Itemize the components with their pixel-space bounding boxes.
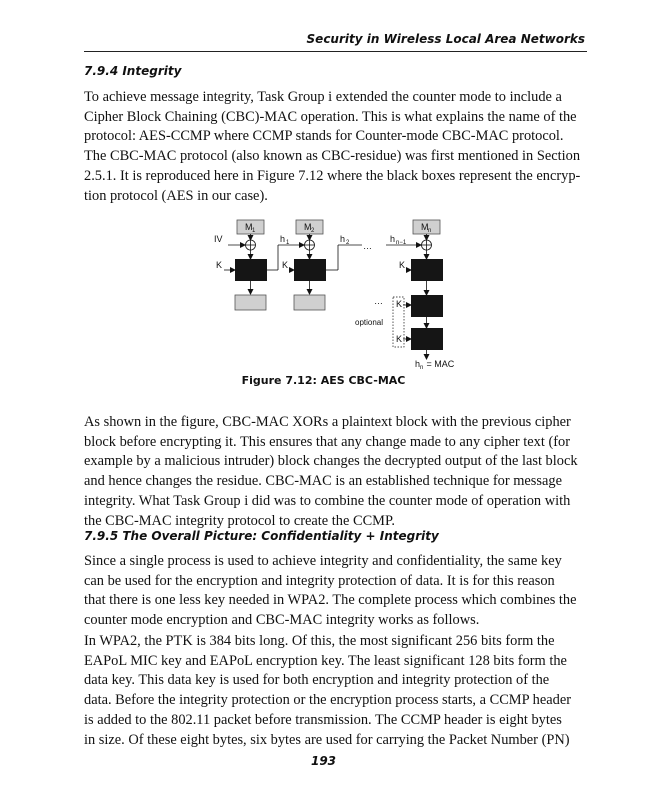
key-label-5: K [396, 334, 403, 344]
m2-subscript: 2 [311, 228, 315, 234]
figure-caption: Figure 7.12: AES CBC-MAC [241, 374, 406, 387]
h2-subscript: 2 [346, 240, 350, 246]
aes-encrypt-box-n [411, 259, 443, 281]
cipher-block-2 [294, 295, 325, 310]
hn1-label: h [390, 234, 396, 244]
section-heading-overall-picture: 7.9.5 The Overall Picture: Confidentiality + Integrity [84, 529, 439, 543]
overall-paragraph-2 [84, 632, 589, 750]
text-line: integrity. What Task Group i did was to combine the counter mode of operation with [84, 492, 571, 509]
xor-symbol-n [422, 240, 432, 250]
h2-label: h [340, 234, 346, 244]
hn-label: h [415, 359, 421, 369]
text-line: data. Before the integrity protection or the encryption process starts, a CCMP header [84, 692, 572, 709]
m1-subscript: 1 [252, 228, 256, 234]
aes-optional-box-1 [411, 295, 443, 317]
xor-symbol-2 [305, 240, 315, 250]
text-line: tion protocol (AES in our case). [84, 187, 268, 204]
key-label-1: K [216, 260, 223, 270]
section-heading-integrity: 7.9.4 Integrity [84, 64, 182, 78]
m1-label: M [245, 222, 253, 232]
text-line: data key. This data key is used for both encryption and integrity protection of the [84, 672, 550, 689]
cbc-mac-explanation-paragraph [84, 413, 589, 531]
text-line: counter mode encryption and CBC-MAC integrity works as follows. [84, 612, 480, 629]
mac-label: = MAC [424, 359, 455, 369]
aes-encrypt-box-1 [235, 259, 267, 281]
text-line: can be used for the encryption and integrity protection of data. It is for this reason [84, 572, 555, 589]
text-line: Cipher Block Chaining (CBC)-MAC operation. This is what explains the name of the [84, 108, 577, 125]
key-label-4: K [396, 299, 403, 309]
page-number: 193 [310, 754, 337, 768]
text-line: As shown in the figure, CBC-MAC XORs a plaintext block with the previous cipher [84, 414, 571, 430]
integrity-paragraph [84, 88, 589, 206]
header-rule [84, 51, 587, 52]
cipher-block-1 [235, 295, 266, 310]
optional-label: optional [355, 318, 384, 327]
text-line: The CBC-MAC protocol (also known as CBC-residue) was first mentioned in Section [84, 148, 581, 165]
key-label-3: K [399, 260, 406, 270]
text-line: 2.5.1. It is reproduced here in Figure 7.12 where the black boxes represent the encryp- [84, 167, 581, 184]
aes-optional-box-2 [411, 328, 443, 350]
mn-label: M [421, 222, 429, 232]
text-line: EAPoL MIC key and EAPoL encryption key. The least significant 128 bits form the [84, 652, 567, 669]
mn-subscript: n [428, 228, 432, 234]
text-line: the CBC-MAC integrity protocol to create the CCMP. [84, 512, 395, 529]
text-line: and hence changes the residue. CBC-MAC is an established technique for message [84, 473, 562, 490]
xor-symbol-1 [246, 240, 256, 250]
ellipsis-mid: … [374, 296, 383, 306]
text-line: that there is one less key needed in WPA2. The complete process which combines the [84, 592, 577, 609]
cbc-mac-figure [200, 215, 470, 375]
text-line: block before encrypting it. This ensures that any change made to any cipher text (for [84, 433, 571, 450]
hn1-subscript: n−1 [396, 240, 407, 246]
text-line: example by a malicious intruder) block changes the decrypted output of the last block [84, 453, 578, 470]
text-line: is added to the 802.11 packet before transmission. The CCMP header is eight bytes [84, 711, 562, 728]
text-line: protocol: AES-CCMP where CCMP stands for Counter-mode CBC-MAC protocol. [84, 128, 564, 145]
cbc-mac-diagram [200, 215, 470, 375]
text-line: To achieve message integrity, Task Group i extended the counter mode to include a [84, 89, 562, 105]
hn-subscript: n [420, 365, 424, 371]
m2-label: M [304, 222, 312, 232]
running-header: Security in Wireless Local Area Networks [306, 32, 585, 46]
text-line: in size. Of these eight bytes, six bytes are used for carrying the Packet Number (PN) [84, 731, 570, 748]
text-line: Since a single process is used to achieve integrity and confidentiality, the same key [84, 553, 562, 569]
key-label-2: K [282, 260, 289, 270]
h1-label: h [280, 234, 286, 244]
overall-paragraph-1 [84, 552, 589, 631]
text-line: In WPA2, the PTK is 384 bits long. Of this, the most significant 256 bits form the [84, 633, 555, 649]
h1-subscript: 1 [286, 240, 290, 246]
aes-encrypt-box-2 [294, 259, 326, 281]
ellipsis-top: … [363, 241, 372, 251]
iv-label: IV [214, 234, 223, 244]
